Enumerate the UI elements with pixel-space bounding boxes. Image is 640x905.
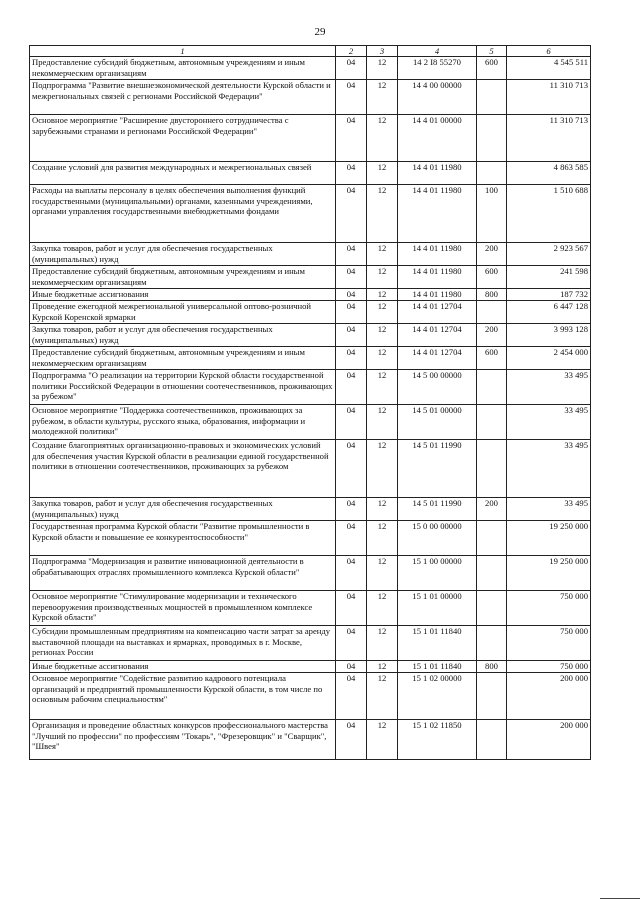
row-amount-cell: 3 993 128 <box>507 324 591 347</box>
row-section-cell: 04 <box>336 673 367 720</box>
row-subsection-cell: 12 <box>367 185 398 243</box>
row-name-cell: Расходы на выплаты персоналу в целях обеспечения выполнения функций государственными (муниципальными) органами, казенными учреждениями, органами управления государственными внебюджетными фондами <box>30 185 336 243</box>
row-expense-type-cell <box>477 521 507 556</box>
row-target-article-cell: 14 4 01 11980 <box>398 185 477 243</box>
row-target-article-cell: 14 2 I8 55270 <box>398 57 477 80</box>
row-subsection-cell: 12 <box>367 243 398 266</box>
row-expense-type-cell <box>477 673 507 720</box>
table-row <box>30 521 591 556</box>
row-target-article-cell: 14 4 01 12704 <box>398 324 477 347</box>
row-section-cell: 04 <box>336 440 367 498</box>
row-amount-cell: 11 310 713 <box>507 80 591 115</box>
row-subsection-cell: 12 <box>367 440 398 498</box>
row-amount-cell: 19 250 000 <box>507 521 591 556</box>
row-target-article-cell: 14 5 01 00000 <box>398 405 477 440</box>
row-name-cell: Подпрограмма "О реализации на территории Курской области государственной политики Российской Федерации в отношении соотечественников, проживающих за рубежом" <box>30 370 336 405</box>
table-row <box>30 243 591 266</box>
row-name-cell: Основное мероприятие "Расширение двустороннего сотрудничества с зарубежными странами и регионами Российской Федерации" <box>30 115 336 162</box>
row-target-article-cell: 15 1 01 11840 <box>398 661 477 673</box>
row-subsection-cell: 12 <box>367 591 398 626</box>
row-target-article-cell: 14 4 00 00000 <box>398 80 477 115</box>
row-subsection-cell: 12 <box>367 370 398 405</box>
row-name-cell: Основное мероприятие "Стимулирование модернизации и технического перевооружения производственных мощностей в промышленном комплексе Курской области" <box>30 591 336 626</box>
row-name-cell: Закупка товаров, работ и услуг для обеспечения государственных (муниципальных) нужд <box>30 498 336 521</box>
table-row <box>30 115 591 162</box>
row-subsection-cell: 12 <box>367 57 398 80</box>
row-expense-type-cell <box>477 626 507 661</box>
row-name-cell: Иные бюджетные ассигнования <box>30 289 336 301</box>
row-target-article-cell: 14 4 01 11980 <box>398 162 477 185</box>
row-amount-cell: 4 545 511 <box>507 57 591 80</box>
row-subsection-cell: 12 <box>367 720 398 760</box>
column-header-subsection: 3 <box>367 46 398 57</box>
row-target-article-cell: 14 5 01 11990 <box>398 498 477 521</box>
table-row <box>30 57 591 80</box>
row-expense-type-cell <box>477 80 507 115</box>
row-name-cell: Закупка товаров, работ и услуг для обеспечения государственных (муниципальных) нужд <box>30 324 336 347</box>
row-expense-type-cell: 200 <box>477 498 507 521</box>
row-amount-cell: 200 000 <box>507 720 591 760</box>
row-target-article-cell: 15 1 02 00000 <box>398 673 477 720</box>
row-subsection-cell: 12 <box>367 80 398 115</box>
row-expense-type-cell: 600 <box>477 57 507 80</box>
row-subsection-cell: 12 <box>367 673 398 720</box>
table-row <box>30 185 591 243</box>
row-section-cell: 04 <box>336 370 367 405</box>
column-header-expense-type: 5 <box>477 46 507 57</box>
column-header-name: 1 <box>30 46 336 57</box>
row-subsection-cell: 12 <box>367 405 398 440</box>
row-target-article-cell: 14 4 01 12704 <box>398 347 477 370</box>
row-section-cell: 04 <box>336 661 367 673</box>
row-expense-type-cell <box>477 301 507 324</box>
row-expense-type-cell <box>477 591 507 626</box>
table-row <box>30 80 591 115</box>
row-target-article-cell: 14 4 01 11980 <box>398 243 477 266</box>
row-subsection-cell: 12 <box>367 162 398 185</box>
column-header-section: 2 <box>336 46 367 57</box>
row-section-cell: 04 <box>336 498 367 521</box>
row-subsection-cell: 12 <box>367 347 398 370</box>
page-edge-mark <box>600 898 640 899</box>
row-name-cell: Государственная программа Курской области "Развитие промышленности в Курской области и повышение ее конкурентоспособности" <box>30 521 336 556</box>
row-name-cell: Проведение ежегодной межрегиональной универсальной оптово-розничной Курской Коренской ярмарки <box>30 301 336 324</box>
row-target-article-cell: 14 4 01 12704 <box>398 301 477 324</box>
row-name-cell: Основное мероприятие "Содействие развитию кадрового потенциала организаций и предприятий промышленности Курской области, в том числе по основным рабочим специальностям" <box>30 673 336 720</box>
row-amount-cell: 750 000 <box>507 661 591 673</box>
table-row <box>30 440 591 498</box>
row-expense-type-cell <box>477 162 507 185</box>
row-name-cell: Создание благоприятных организационно-правовых и экономических условий для обеспечения участия Курской области в реализации единой государственной политики в отношении соотечественников, проживающих за рубежом <box>30 440 336 498</box>
row-expense-type-cell: 200 <box>477 324 507 347</box>
row-target-article-cell: 15 1 01 00000 <box>398 591 477 626</box>
row-amount-cell: 750 000 <box>507 626 591 661</box>
row-amount-cell: 1 510 688 <box>507 185 591 243</box>
row-subsection-cell: 12 <box>367 556 398 591</box>
row-name-cell: Предоставление субсидий бюджетным, автономным учреждениям и иным некоммерческим организациям <box>30 266 336 289</box>
row-name-cell: Основное мероприятие "Поддержка соотечественников, проживающих за рубежом, в области культуры, русского языка, образования, информации и молодежной политики" <box>30 405 336 440</box>
row-subsection-cell: 12 <box>367 498 398 521</box>
row-expense-type-cell <box>477 720 507 760</box>
row-target-article-cell: 14 5 00 00000 <box>398 370 477 405</box>
row-amount-cell: 241 598 <box>507 266 591 289</box>
row-subsection-cell: 12 <box>367 324 398 347</box>
row-section-cell: 04 <box>336 80 367 115</box>
table-row <box>30 324 591 347</box>
row-name-cell: Предоставление субсидий бюджетным, автономным учреждениям и иным некоммерческим организациям <box>30 347 336 370</box>
row-expense-type-cell: 600 <box>477 266 507 289</box>
row-target-article-cell: 15 1 00 00000 <box>398 556 477 591</box>
row-name-cell: Закупка товаров, работ и услуг для обеспечения государственных (муниципальных) нужд <box>30 243 336 266</box>
row-section-cell: 04 <box>336 720 367 760</box>
row-amount-cell: 33 495 <box>507 440 591 498</box>
row-expense-type-cell: 200 <box>477 243 507 266</box>
table-row <box>30 289 591 301</box>
column-header-target-article: 4 <box>398 46 477 57</box>
row-subsection-cell: 12 <box>367 626 398 661</box>
row-expense-type-cell <box>477 440 507 498</box>
row-amount-cell: 33 495 <box>507 498 591 521</box>
row-section-cell: 04 <box>336 626 367 661</box>
table-row <box>30 266 591 289</box>
row-amount-cell: 6 447 128 <box>507 301 591 324</box>
row-amount-cell: 750 000 <box>507 591 591 626</box>
table-row <box>30 673 591 720</box>
row-subsection-cell: 12 <box>367 661 398 673</box>
row-section-cell: 04 <box>336 405 367 440</box>
row-section-cell: 04 <box>336 347 367 370</box>
row-name-cell: Создание условий для развития международных и межрегиональных связей <box>30 162 336 185</box>
row-subsection-cell: 12 <box>367 266 398 289</box>
row-amount-cell: 200 000 <box>507 673 591 720</box>
row-amount-cell: 2 923 567 <box>507 243 591 266</box>
row-subsection-cell: 12 <box>367 301 398 324</box>
row-target-article-cell: 15 1 01 11840 <box>398 626 477 661</box>
row-section-cell: 04 <box>336 591 367 626</box>
row-section-cell: 04 <box>336 289 367 301</box>
row-expense-type-cell <box>477 370 507 405</box>
table-row <box>30 370 591 405</box>
row-target-article-cell: 14 4 01 11980 <box>398 266 477 289</box>
row-expense-type-cell: 100 <box>477 185 507 243</box>
row-amount-cell: 33 495 <box>507 370 591 405</box>
row-expense-type-cell: 600 <box>477 347 507 370</box>
row-amount-cell: 19 250 000 <box>507 556 591 591</box>
table-row <box>30 556 591 591</box>
row-section-cell: 04 <box>336 57 367 80</box>
row-section-cell: 04 <box>336 162 367 185</box>
row-subsection-cell: 12 <box>367 521 398 556</box>
row-section-cell: 04 <box>336 266 367 289</box>
row-name-cell: Предоставление субсидий бюджетным, автономным учреждениям и иным некоммерческим организациям <box>30 57 336 80</box>
row-expense-type-cell <box>477 115 507 162</box>
row-subsection-cell: 12 <box>367 289 398 301</box>
table-row <box>30 591 591 626</box>
row-name-cell: Организация и проведение областных конкурсов профессионального мастерства "Лучший по профессии" по профессиям "Токарь", "Фрезеровщик" и "Сварщик", "Швея" <box>30 720 336 760</box>
row-amount-cell: 4 863 585 <box>507 162 591 185</box>
row-expense-type-cell: 800 <box>477 289 507 301</box>
table-row <box>30 301 591 324</box>
row-section-cell: 04 <box>336 556 367 591</box>
row-section-cell: 04 <box>336 115 367 162</box>
table-row <box>30 626 591 661</box>
column-header-amount: 6 <box>507 46 591 57</box>
page-number: 29 <box>314 26 326 38</box>
table-row <box>30 720 591 760</box>
row-section-cell: 04 <box>336 243 367 266</box>
row-section-cell: 04 <box>336 521 367 556</box>
row-expense-type-cell <box>477 405 507 440</box>
row-amount-cell: 187 732 <box>507 289 591 301</box>
table-row <box>30 162 591 185</box>
row-name-cell: Подпрограмма "Модернизация и развитие инновационной деятельности в обрабатывающих отраслях промышленного комплекса Курской области" <box>30 556 336 591</box>
table-row <box>30 405 591 440</box>
row-expense-type-cell <box>477 556 507 591</box>
row-target-article-cell: 14 5 01 11990 <box>398 440 477 498</box>
row-section-cell: 04 <box>336 185 367 243</box>
row-target-article-cell: 15 0 00 00000 <box>398 521 477 556</box>
row-amount-cell: 11 310 713 <box>507 115 591 162</box>
row-name-cell: Субсидии промышленным предприятиям на компенсацию части затрат за аренду выставочной площади на выставках и ярмарках, проводимых в г. Москве, регионах России <box>30 626 336 661</box>
row-target-article-cell: 14 4 01 00000 <box>398 115 477 162</box>
row-name-cell: Подпрограмма "Развитие внешнеэкономической деятельности Курской области и межрегиональных связей с регионами Российской Федерации" <box>30 80 336 115</box>
header-row <box>30 46 591 57</box>
table-row <box>30 498 591 521</box>
budget-table <box>29 45 591 760</box>
row-target-article-cell: 14 4 01 11980 <box>398 289 477 301</box>
table-row <box>30 347 591 370</box>
row-section-cell: 04 <box>336 324 367 347</box>
table-row <box>30 661 591 673</box>
row-amount-cell: 33 495 <box>507 405 591 440</box>
row-subsection-cell: 12 <box>367 115 398 162</box>
row-expense-type-cell: 800 <box>477 661 507 673</box>
row-amount-cell: 2 454 000 <box>507 347 591 370</box>
row-section-cell: 04 <box>336 301 367 324</box>
row-target-article-cell: 15 1 02 11850 <box>398 720 477 760</box>
row-name-cell: Иные бюджетные ассигнования <box>30 661 336 673</box>
